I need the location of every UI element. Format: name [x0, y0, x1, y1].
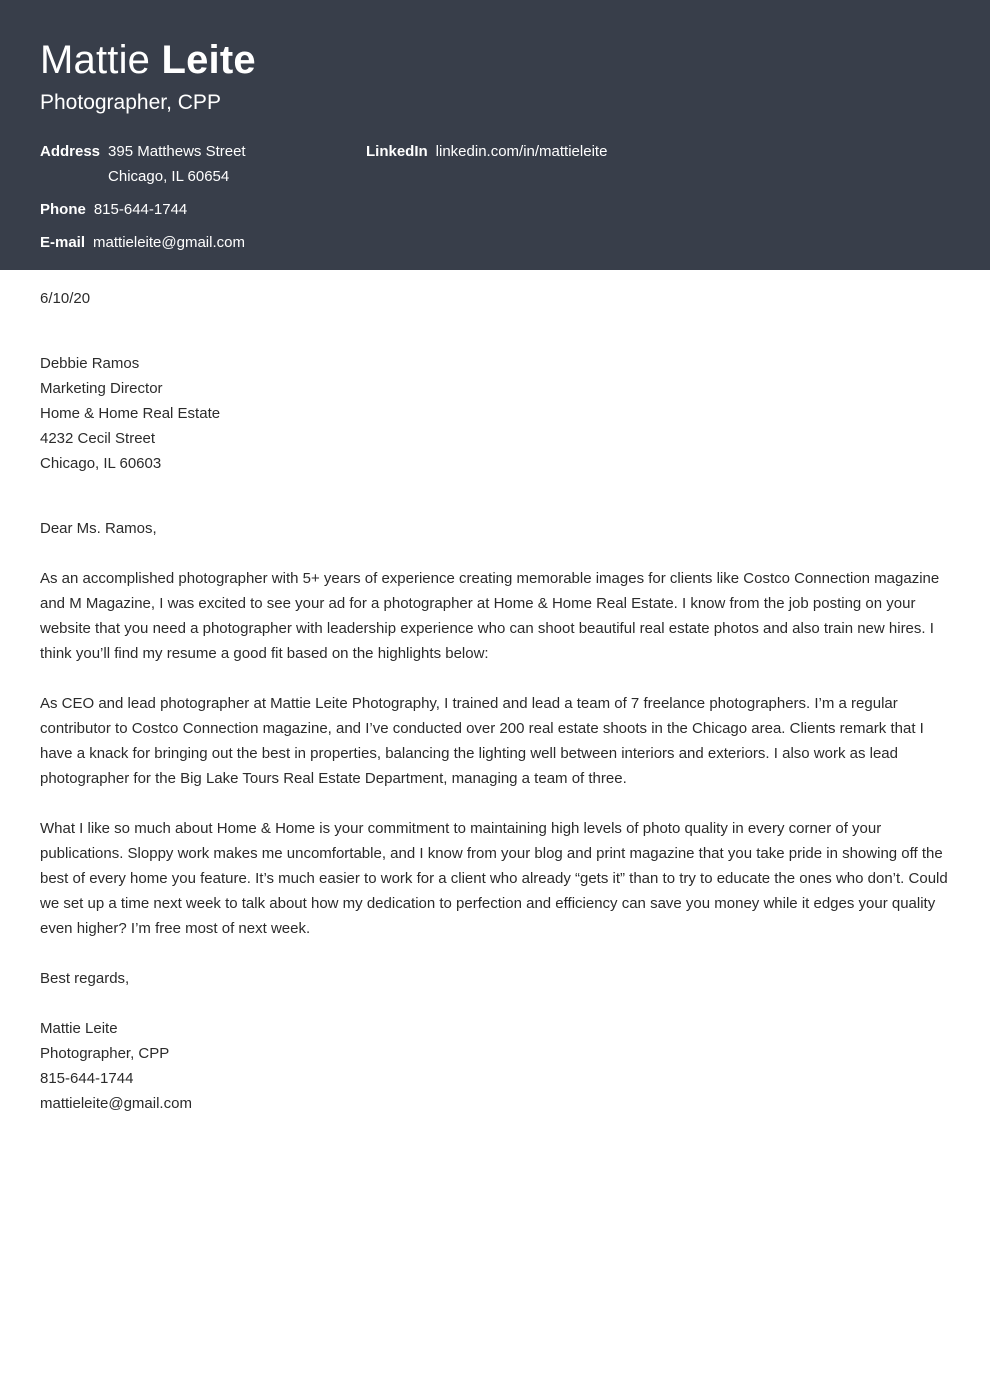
contact-linkedin — [366, 139, 607, 164]
email-link[interactable]: mattieleite@gmail.com — [93, 234, 245, 251]
signature-title: Photographer, CPP — [40, 1045, 170, 1062]
phone-label: Phone — [40, 201, 86, 218]
linkedin-link[interactable]: linkedin.com/in/mattieleite — [435, 143, 608, 160]
recipient-name: Debbie Ramos — [40, 355, 140, 372]
address-value — [108, 139, 246, 189]
closing: Best regards, — [40, 970, 130, 987]
first-name: Mattie — [40, 38, 151, 82]
recipient-title: Marketing Director — [40, 380, 163, 397]
signature-block — [40, 1016, 950, 1116]
recipient-city: Chicago, IL 60603 — [40, 455, 162, 472]
applicant-name — [40, 38, 950, 82]
letter-body — [0, 270, 990, 1116]
signature-email: mattieleite@gmail.com — [40, 1095, 192, 1112]
recipient-street: 4232 Cecil Street — [40, 430, 156, 447]
contact-phone — [40, 197, 187, 222]
contact-address — [40, 139, 246, 189]
paragraph-experience: As CEO and lead photographer at Mattie Leite Photography, I trained and lead a team of 7 freelance photographers. I’m a regular contributor to Costco Connection magazine, and I’ve conducted over 200 real estate shoots in the Chicago area. Clients remark that I have a knack for bringing out the best in properties, balancing the lighting well between interiors and exteriors. I also work as lead photographer for the Big Lake Tours Real Estate Department, managing a team of three. — [40, 695, 924, 787]
paragraph-closing-pitch: What I like so much about Home & Home is your commitment to maintaining high levels of photo quality in every corner of your publications. Sloppy work makes me uncomfortable, and I know from your blog and print magazine that you take pride in showing off the best of every home you feature. It’s much easier to work for a client who already “gets it” than to try to educate the ones who don’t. Could we set up a time next week to talk about how my dedication to perfection and efficiency can save you money while it edges your quality even higher? I’m free most of next week. — [40, 820, 948, 937]
paragraph-intro: As an accomplished photographer with 5+ years of experience creating memorable images for clients like Costco Connection magazine and M Magazine, I was excited to see your ad for a photographer at Home & Home Real Estate. I know from the job posting on your website that you need a photographer with leadership experience who can shoot beautiful real estate photos and also train new hires. I think you’ll find my resume a good fit based on the highlights below: — [40, 570, 940, 662]
recipient-block — [40, 351, 950, 476]
signature-phone: 815-644-1744 — [40, 1070, 134, 1087]
applicant-title: Photographer, CPP — [40, 91, 221, 114]
signature-name: Mattie Leite — [40, 1020, 118, 1037]
address-line2: Chicago, IL 60654 — [108, 168, 230, 185]
recipient-company: Home & Home Real Estate — [40, 405, 221, 422]
header-banner — [0, 0, 990, 270]
address-line1: 395 Matthews Street — [108, 143, 246, 160]
contact-email — [40, 230, 245, 255]
letter-date: 6/10/20 — [40, 290, 91, 307]
phone-value: 815-644-1744 — [93, 201, 188, 218]
linkedin-label: LinkedIn — [366, 143, 428, 160]
email-label: E-mail — [40, 234, 86, 251]
salutation: Dear Ms. Ramos, — [40, 520, 157, 537]
last-name: Leite — [161, 38, 256, 82]
address-label: Address — [40, 143, 101, 160]
